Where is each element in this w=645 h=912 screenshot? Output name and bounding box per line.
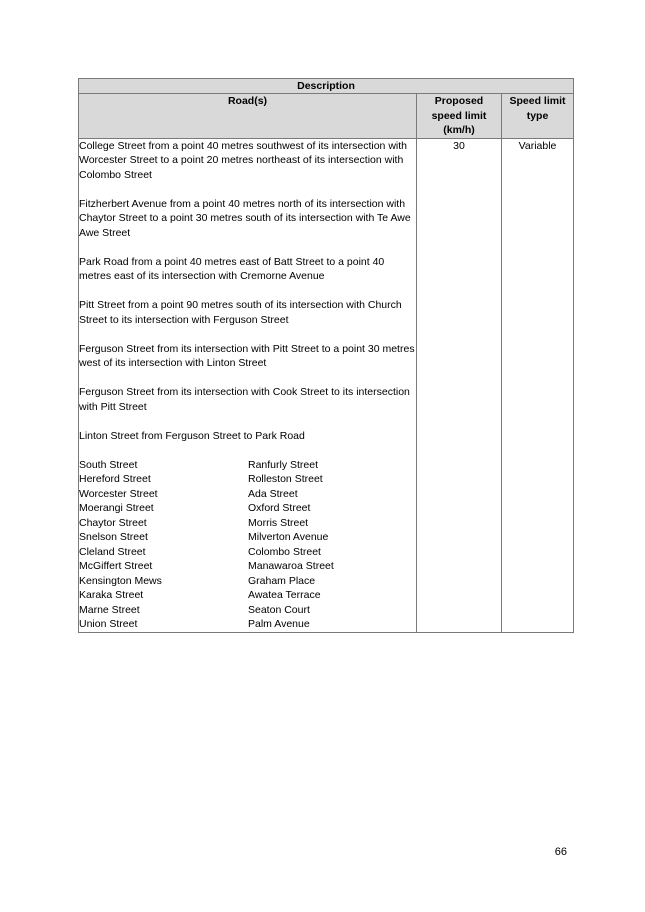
street-name: Karaka Street [79, 589, 144, 601]
street-name: Cleland Street [79, 545, 146, 558]
road-description: Ferguson Street from its intersection with Cook Street to its intersection with Pitt Street [79, 386, 410, 413]
street-name: Manawaroa Street [248, 560, 334, 572]
road-description: Linton Street from Ferguson Street to Park Road [79, 429, 305, 442]
street-name: South Street [79, 458, 138, 471]
proposed-speed-limit-cell: 30 [417, 138, 502, 632]
speed-limit-type-column-header [502, 94, 574, 139]
header-line: speed limit [431, 109, 487, 122]
roads-cell [79, 138, 417, 632]
street-name: Chaytor Street [79, 516, 147, 529]
street-name: Rolleston Street [248, 473, 323, 485]
header-line: type [526, 109, 549, 122]
roads-column-header: Road(s) [79, 94, 417, 139]
street-name: Union Street [79, 618, 138, 630]
street-name: Ranfurly Street [248, 458, 319, 471]
street-name: Kensington Mews [79, 574, 162, 587]
street-name: Moerangi Street [79, 502, 154, 514]
street-name: Morris Street [248, 516, 309, 529]
description-header: Description [79, 79, 574, 94]
street-name: Hereford Street [79, 473, 151, 485]
road-description: Pitt Street from a point 90 metres south of its intersection with Church Street to its intersection with Ferguson Street [79, 299, 402, 326]
header-line: Proposed [434, 95, 484, 107]
road-description: Park Road from a point 40 metres east of Batt Street to a point 40 metres east of its intersection with Cremorne Avenue [79, 255, 385, 282]
street-name: Colombo Street [248, 545, 321, 558]
street-name: Awatea Terrace [248, 589, 321, 601]
street-name: Worcester Street [79, 487, 158, 500]
speed-limit-table [78, 78, 574, 633]
street-list [79, 458, 416, 632]
road-description: Ferguson Street from its intersection with Pitt Street to a point 30 metres west of its intersection with Linton Street [79, 342, 415, 369]
proposed-speed-limit-column-header [417, 94, 502, 139]
street-name: Snelson Street [79, 531, 148, 543]
street-name: McGiffert Street [79, 560, 153, 572]
street-name: Milverton Avenue [248, 531, 329, 543]
header-line: (km/h) [443, 124, 475, 136]
table-row [79, 138, 574, 632]
road-description: Fitzherbert Avenue from a point 40 metres north of its intersection with Chaytor Street to a point 30 metres south of its intersection with Te Awe Awe Street [79, 197, 411, 239]
road-description: College Street from a point 40 metres southwest of its intersection with Worcester Street to a point 20 metres northeast of its intersection with Colombo Street [79, 139, 407, 181]
speed-limit-type-cell: Variable [502, 138, 574, 632]
header-line: Speed limit [509, 95, 566, 107]
page-number: 66 [554, 846, 567, 858]
street-name: Graham Place [248, 574, 316, 587]
street-name: Oxford Street [248, 502, 311, 514]
street-name: Palm Avenue [248, 618, 310, 630]
street-name: Seaton Court [248, 603, 310, 616]
street-name: Ada Street [248, 487, 298, 500]
street-name: Marne Street [79, 603, 140, 616]
